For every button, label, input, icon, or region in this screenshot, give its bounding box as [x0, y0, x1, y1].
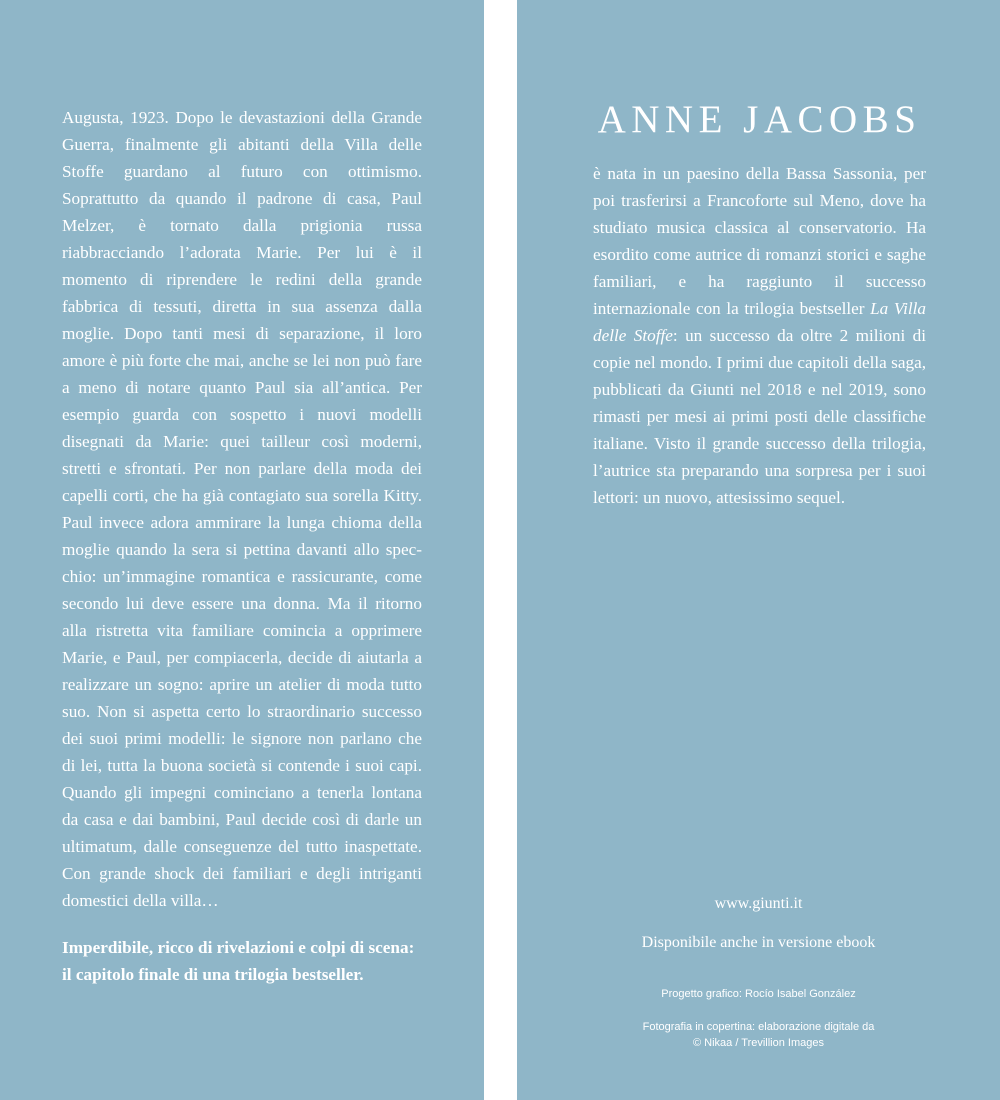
photo-credit [517, 1019, 1000, 1051]
ebook-note: Disponibile anche in versione ebook [641, 934, 876, 951]
tagline-text: Imperdibile, ricco di rivelazioni e colpi di scena: il capitolo finale di una trilogia bestseller. [62, 938, 415, 984]
author-bio-part2: : un successo da oltre 2 milioni di copie nel mondo. I primi due capitoli della saga, pubblicati da Giunti nel 2018 e nel 2019, sono rimasti per mesi ai primi posti delle classifiche italiane. Visto il grande successo della trilogia, l’autrice sta preparando una sorpresa per i suoi lettori: un nuovo, attesissimo sequel. [593, 326, 926, 507]
author-name: ANNE JACOBS [597, 98, 922, 141]
author-bio-part1: è nata in un paesino della Bassa Sassonia, per poi trasferirsi a Francoforte sul Meno, dove ha studiato musica classica al conservatorio. Ha esordito come autrice di romanzi storici e saghe familiari, e ha raggiunto il successo internazionale con la trilogia bestseller [593, 164, 926, 318]
author-bio-book-title: La Villa delle Stoffe [593, 299, 926, 345]
author-bio [593, 160, 926, 511]
left-flap-panel [0, 0, 484, 1100]
photo-credit-line2: © Nikaa / Trevillion Images [693, 1037, 824, 1049]
photo-credit-line1: Fotografia in copertina: elaborazione digitale da [642, 1021, 875, 1033]
publisher-website: www.giunti.it [714, 895, 803, 912]
synopsis-text: Augusta, 1923. Dopo le devastazioni della Grande Guerra, finalmente gli abitanti della Villa delle Stoffe guardano al futuro con ottimismo. Soprattutto da quando il padrone di casa, Paul Melzer, è tornato dalla prigionia russa riabbracciando l’adorata Marie. Per lui è il momento di riprendere le redini della grande fabbrica di tessuti, diretta in sua assenza dalla moglie. Dopo tanti mesi di separazione, il loro amore è più forte che mai, anche se lei non può fare a meno di notare quanto Paul sia all’antica. Per esempio guarda con sospetto i nuovi modelli disegnati da Marie: quei tailleur così moderni, stretti e sfrontati. Per non parlare della moda dei capelli corti, che ha già contagiato sua sorella Kitty. Paul invece adora ammirare la lunga chioma della moglie quando la sera si pettina davanti allo specchio: un’immagine romantica e rassicurante, come secondo lui deve essere una donna. Ma il ritorno alla ristretta vita familiare comincia a opprimere Marie, e Paul, per compiacerla, decide di aiutarla a realizzare un sogno: aprire un atelier di moda tutto suo. Non si aspetta certo lo straordinario successo dei suoi primi modelli: le signore non parlano che di lei, tutta la buona società si contende i suoi capi. Quando gli impegni cominciano a tenerla lontana da casa e dai bambini, Paul decide così di darle un ultimatum, dalle conseguenze del tutto inaspettate. Con grande shock dei familiari e degli intriganti domestici della villa… [62, 108, 422, 910]
design-credit: Progetto grafico: Rocío Isabel González [661, 988, 856, 1000]
